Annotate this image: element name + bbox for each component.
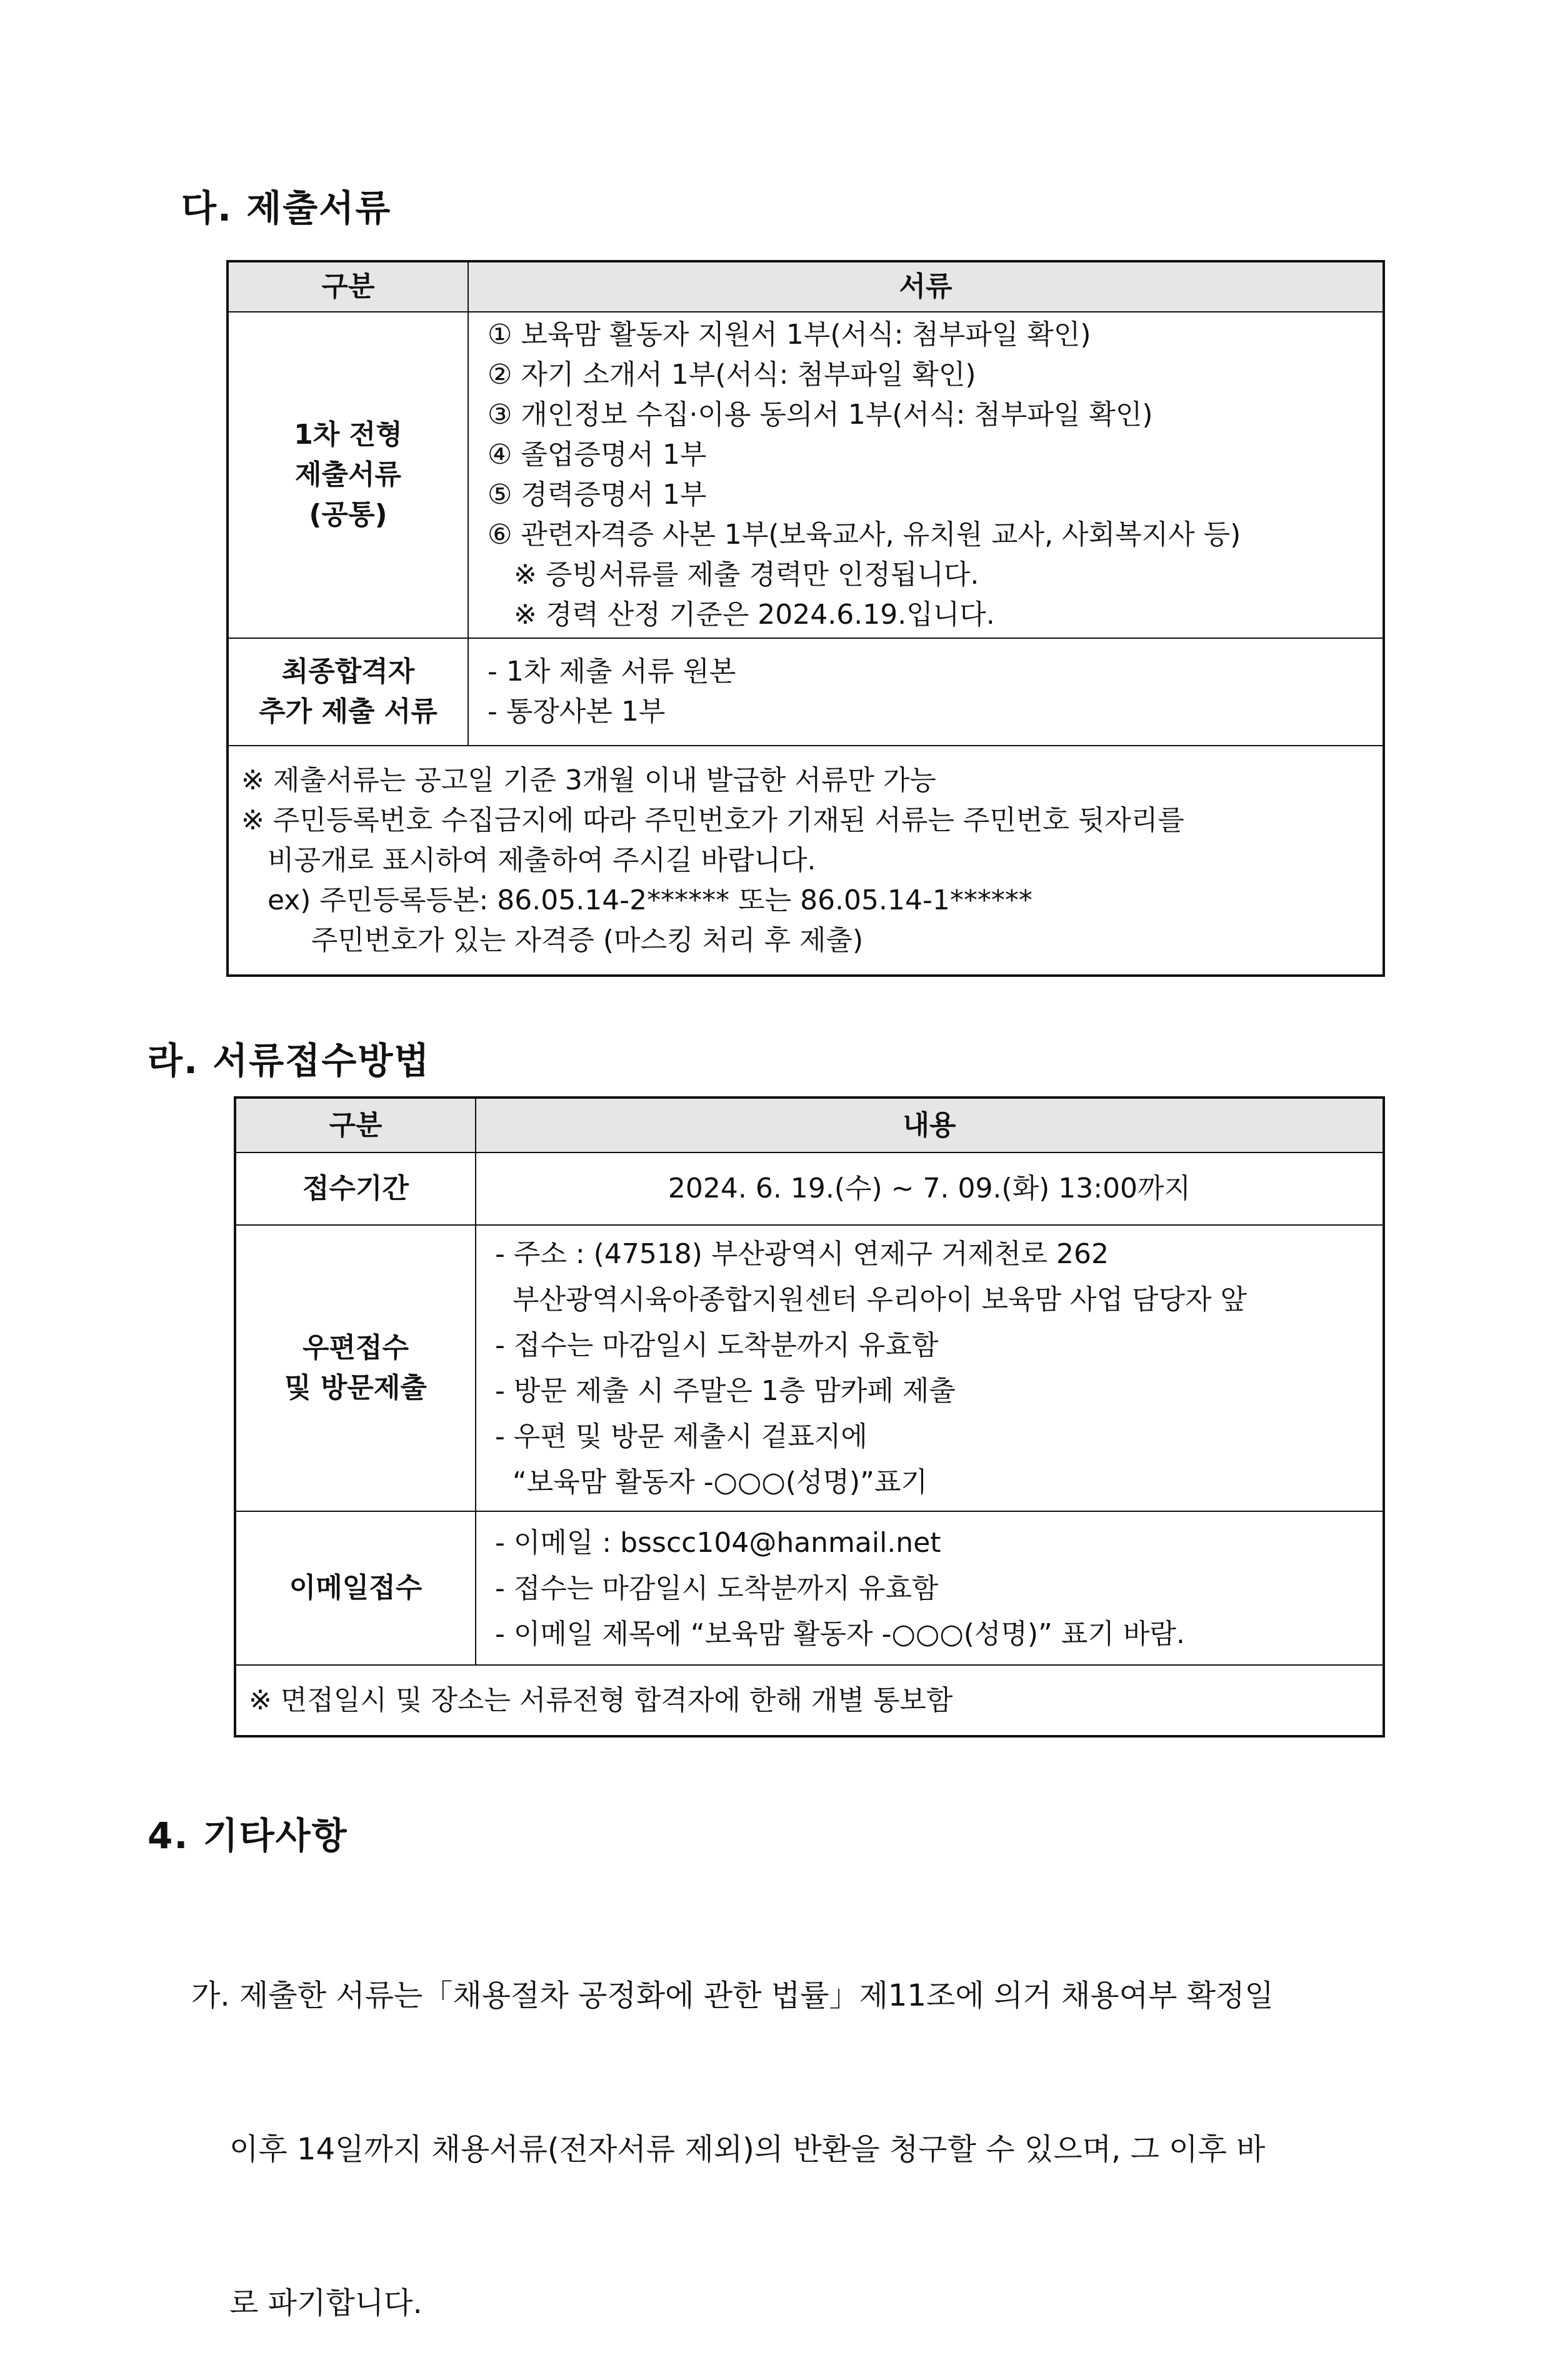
- row-label-email: 이메일접수: [235, 1511, 476, 1665]
- submission-period: 2024. 6. 19.(수) ~ 7. 09.(화) 13:00까지: [476, 1152, 1384, 1225]
- row-label-final-additional: 최종합격자 추가 제출 서류: [228, 638, 468, 746]
- list-item: - 접수는 마감일시 도착분까지 유효함: [495, 1572, 939, 1604]
- table-row: [235, 1225, 1384, 1511]
- row-label-period: 접수기간: [235, 1152, 476, 1225]
- list-item: ※ 증빙서류를 제출 경력만 인정됩니다.: [488, 559, 979, 591]
- list-item: ④ 졸업증명서 1부: [488, 439, 707, 471]
- list-item: 부산광역시육아종합지원센터 우리아이 보육맘 사업 담당자 앞: [495, 1284, 1248, 1316]
- table-row: [228, 638, 1384, 746]
- email-details: [476, 1511, 1384, 1665]
- list-item: - 주소 : (47518) 부산광역시 연제구 거제천로 262: [495, 1238, 1109, 1270]
- list-item: - 이메일 제목에 “보육맘 활동자 -○○○(성명)” 표기 바람.: [495, 1618, 1185, 1650]
- interview-note: ※ 면접일시 및 장소는 서류전형 합격자에 한해 개별 통보함: [235, 1665, 1384, 1736]
- list-item: ② 자기 소개서 1부(서식: 첨부파일 확인): [488, 359, 976, 391]
- header-category: 구분: [228, 261, 468, 312]
- submission-method-table: [234, 1096, 1385, 1738]
- list-item: ③ 개인정보 수집·이용 동의서 1부(서식: 첨부파일 확인): [488, 399, 1153, 431]
- mail-visit-details: [476, 1225, 1384, 1511]
- final-additional-documents-list: [468, 638, 1384, 746]
- section-4-title: 4. 기타사항: [148, 1814, 348, 1857]
- table-row: [235, 1152, 1384, 1225]
- table-row: [228, 746, 1384, 976]
- list-item: “보육맘 활동자 -○○○(성명)”표기: [495, 1466, 928, 1498]
- row-label-first-stage: 1차 전형 제출서류 (공통): [228, 312, 468, 638]
- header-content: 내용: [476, 1098, 1384, 1152]
- section-ra-title: 라. 서류접수방법: [148, 1039, 431, 1082]
- list-item: - 접수는 마감일시 도착분까지 유효함: [495, 1329, 939, 1361]
- table-row: [228, 312, 1384, 638]
- list-item: ⑥ 관련자격증 사본 1부(보육교사, 유치원 교사, 사회복지사 등): [488, 519, 1241, 551]
- list-item: - 방문 제출 시 주말은 1층 맘카페 제출: [495, 1375, 956, 1407]
- list-item: - 통장사본 1부: [488, 696, 666, 728]
- header-documents: 서류: [468, 261, 1384, 312]
- section-4-paragraph: 가. 제출한 서류는「채용절차 공정화에 관한 법률」제11조에 의거 채용여부 확정일 이후 14일까지 채용서류(전자서류 제외)의 반환을 청구할 수 있으며, 그 이후 바 로 파기합니다.: [191, 1978, 1274, 2321]
- section-da-title: 다. 제출서류: [181, 187, 392, 229]
- first-stage-documents-list: [468, 312, 1384, 638]
- documents-table: [226, 260, 1385, 977]
- list-item: - 1차 제출 서류 원본: [488, 656, 736, 688]
- list-item: ※ 경력 산정 기준은 2024.6.19.입니다.: [488, 599, 995, 631]
- documents-notes: ※ 제출서류는 공고일 기준 3개월 이내 발급한 서류만 가능 ※ 주민등록번호 수집금지에 따라 주민번호가 기재된 서류는 주민번호 뒷자리를 비공개로 표시하여 제출하여 주시길 바랍니다. ex) 주민등록등본: 86.05.14-2****** 또는 86.05.14-1****** 주민번호가 있는 자격증 (마스킹 처리 후 제출): [228, 746, 1384, 976]
- list-item: - 이메일 : bsscc104@hanmail.net: [495, 1526, 941, 1559]
- table-row: [235, 1511, 1384, 1665]
- row-label-mail-visit: 우편접수 및 방문제출: [235, 1225, 476, 1511]
- list-item: ⑤ 경력증명서 1부: [488, 479, 707, 511]
- list-item: ① 보육맘 활동자 지원서 1부(서식: 첨부파일 확인): [488, 319, 1091, 351]
- list-item: - 우편 및 방문 제출시 겉표지에: [495, 1421, 868, 1452]
- header-category: 구분: [235, 1098, 476, 1152]
- table-row: [235, 1665, 1384, 1736]
